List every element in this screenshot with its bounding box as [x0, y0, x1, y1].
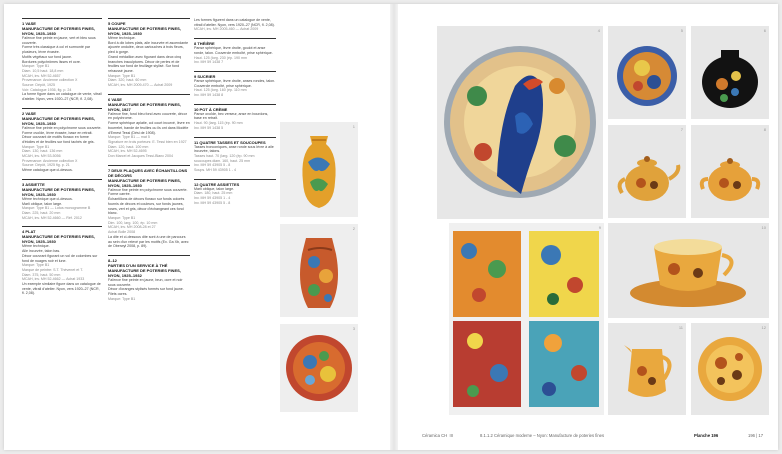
text-column-3	[194, 18, 276, 212]
entry-description: Panse sphérique, lèvre droite, goulot et anse ronde, talon. Couvercle emboîté, prise sphérique.	[194, 46, 273, 55]
plate-image-2	[280, 224, 358, 317]
sample-tiles-9-illustration	[449, 223, 604, 415]
entry-title: 4 PLAT MANUFACTURE DE POTERIES FINES, NYON, 1925–1930	[22, 229, 95, 245]
entry-description: Panse sphérique, lèvre droite, anses rondes, talon. Couvercle emboîté, prise sphérique.	[194, 78, 276, 88]
catalogue-entry	[194, 71, 276, 98]
entry-description: Faïence fine peinte en polychrome sous couverte. Forme carrée. Échantillons de décors floraux sur fonds colorés fournis de décors et couleurs, sur fonds jaunes, roses, vert et gris, décor d'échangeant ces fond blanc.	[108, 187, 188, 216]
entry-title: 11 QUATRE TASSES ET SOUCOUPES	[194, 139, 266, 145]
plate-3-illustration	[280, 324, 358, 412]
entry-metadata: MCAH, inv. MH 2005-460 — Achat 2009	[194, 27, 259, 32]
entry-note: La forme figure dans un catalogue de vente, vitrail d'atelier. Nyon, vers 1920–27 (NCR, fl. 2,08).	[22, 92, 102, 102]
entry-title: 2 VASE MANUFACTURE DE POTERIES FINES, NYON, 1925–1930	[22, 110, 95, 126]
cup-saucer-10-illustration	[608, 223, 769, 318]
entry-title: 3 ASSIETTE MANUFACTURE DE POTERIES FINES, NYON, 1925–1930	[22, 181, 95, 197]
vase-2-illustration	[280, 224, 358, 317]
entry-description: Les formes figurent dans un catalogue de vente, vitrail d'atelier. Nyon, vers 1920–27 (NCR, fl. 2,08).	[194, 18, 275, 27]
entry-metadata: Marque: Type B1 — Lotus monogramme B Diam. 225, haut. 20 mm MCAH, inv. MH 52-4660 — Réf. 2012	[22, 206, 91, 220]
black-vase-6-illustration	[691, 26, 769, 119]
creamer-11-illustration	[608, 323, 686, 415]
entry-title: 6 VASE MANUFACTURE DE POTERIES FINES, NYON, 1927	[108, 96, 181, 112]
entry-description: Faïence fine peinte en polychrome sous couverte. Forme ovoïde, lèvre évasée, base en retrait. Décor couvrant de motifs floraux en forme d'étoiles et de feuilles sur fond tachés de gris.	[22, 125, 102, 144]
entry-metadata: Marque: Type B1 — mat 5 Signature en trois porteurs: E. Tessi bien en 1927 Diam. 120, haut. 100 mm MCAH, inv. MH 52-4695 Don Marcel et Jacques Tessi-Blanc 2004	[108, 135, 187, 159]
entry-description: Même technique que ci-dessus. Marli oblique, talon large.	[22, 196, 73, 206]
catalogue-entry	[22, 18, 102, 102]
plate-image-3	[280, 324, 358, 412]
entry-description: Faïence fine, fond bleu fond avec couverte, décor en polychrome. Forme sphérique aplatie, col court incurvé, lèvre en bourrelet, bande de feuilles ou ils ont dans Modèle d'Ernest Tessi (Dési de 1908).	[108, 111, 190, 135]
plate-number: 9	[598, 225, 601, 230]
entry-metadata: Haut. 125 (lorg. 230 (ép. 190 mm Inv. MH 59 1438 7	[194, 55, 247, 65]
plate-image-5	[608, 26, 686, 119]
footer-running-title: 8.1.1.2 Céramique moderne – Nyon: Manufacture de poteries fines	[480, 433, 605, 438]
footer-book-num: III	[449, 433, 453, 438]
entry-title: 9 SUCRIER	[194, 73, 216, 79]
entry-metadata: Tasses haut. 70 (larg. 120 (ép. 90 mm soucoupes diam. 160, haut. 25 mm Inv. MH 59 43905 5 - 8 Soups. MH 59 43905 1 - 4	[194, 153, 255, 173]
entry-title: 1 VASE MANUFACTURE DE POTERIES FINES, NYON, 1925–1930	[22, 21, 95, 36]
catalogue-entry	[194, 179, 276, 206]
plate-image-8	[691, 125, 769, 218]
entry-metadata: Marque: Type B1 Diam. 10,5 haut. 18,8 mm MCAH, inv. MH 52-4657 Provenance: Ancienne collection X Source: Dépôt, 1925 Voir: Catalogue 1936, fig. p. 24	[22, 64, 78, 92]
plate-image-12	[691, 323, 769, 415]
plate-image-1	[280, 122, 358, 217]
plate-number: 8	[763, 127, 766, 132]
entry-description: Même technique. Bord à dix lobes plats, aile incurvée et ascendante ajourée ondulée, deux cartouches à trois fleurs, pied à gorge. Grand médaillon avec figurant dans deux cinq branches insculptures. Décor de perles et de feuilles sur fond de feuillage stylisé. Sur fond rehaussé jaune.	[108, 36, 189, 73]
text-column-1	[22, 18, 102, 302]
parrot-plate-illustration	[437, 26, 603, 219]
footer-planche	[694, 433, 718, 438]
catalogue-entry	[194, 38, 276, 65]
plate-number: 6	[763, 28, 766, 33]
entry-metadata: Diam. 180, haut. 25 mm Inv. MH 59 43905 1 - 4 Inv. MH 59 43905 5 - 8	[194, 191, 233, 205]
catalogue-entry	[22, 179, 102, 221]
catalogue-entry	[194, 18, 276, 32]
plate-number: 7	[680, 127, 683, 132]
entry-title: 10 POT À CRÈME	[194, 106, 228, 112]
catalogue-entry	[22, 226, 102, 296]
entry-metadata: Marque: Type B1 Dim. 100, larg. 100, ép. 10 mm MCAH, inv. MH 2008-28 et 27 Achat Bolle 2008	[108, 215, 158, 235]
plate-image-9	[449, 223, 604, 415]
entry-title: 8 THÉIÈRE	[194, 41, 215, 47]
catalogue-entry	[194, 104, 276, 131]
plate-number: 4	[597, 28, 600, 33]
text-column-2	[108, 18, 190, 307]
entry-note: Même catalogue que ci-dessus.	[22, 168, 73, 173]
entry-title: 8–12 PARTIES D'UN SERVICE À THÉ MANUFACTURE DE POTERIES FINES, NYON, 1925–1932	[108, 257, 181, 278]
catalogue-entry	[194, 137, 276, 173]
teapot-7-illustration	[608, 125, 686, 218]
vase-1-illustration	[280, 122, 358, 217]
plate-image-10	[608, 223, 769, 318]
plate-number: 5	[680, 28, 683, 33]
entry-title: 7 DEUX PLAQUES AVEC ÉCHANTILLONS DE DÉCORS MANUFACTURE DE POTERIES FINES, NYON, 1925–1930	[108, 167, 188, 188]
plate-number: 12	[761, 325, 766, 330]
footer-page-numbers: 196 | 17	[748, 433, 764, 438]
plate-number: 1	[352, 124, 355, 129]
entry-metadata: Haut. 90 (larg. 115 (ép. 90 mm Inv. MH 59 1438 5	[194, 121, 243, 130]
catalogue-entry	[108, 94, 190, 159]
entry-description: Panse ovoïde, bec verseur, anse en bourdons, base en retrait.	[194, 111, 269, 121]
entry-metadata: Haut. 125 (lorg. 160 (ép. 110 mm Inv. MH 59 1438 8	[194, 88, 247, 98]
catalogue-entry	[22, 108, 102, 173]
catalogue-spread	[4, 4, 778, 450]
entry-note: La dite et ci-dessous dite sont à une de parcours au sein d'un relevé par les motifs (Ex. Ga Xb, avec de Oberwyl 2008, p. 89).	[108, 234, 189, 249]
entry-metadata: Marque: Type B1 Marque de peintre: S.T. Thévenet et T. Diam. 375, haut. 50 mm MCAH, inv. MH 52-4662 — Achat 1933	[22, 263, 85, 282]
plate-image-4	[437, 26, 603, 219]
plate-image-7	[608, 125, 686, 218]
footer-planche-label: Planche 196	[694, 433, 719, 438]
plate-12-illustration	[691, 323, 769, 415]
plate-image-6	[691, 26, 769, 119]
plate-number: 3	[352, 326, 355, 331]
sugar-bowl-8-illustration	[691, 125, 769, 218]
footer-book-label: Céramica CH	[422, 433, 448, 438]
entry-metadata: Marque: Type B1	[108, 296, 136, 301]
gutter	[390, 4, 398, 450]
entry-description: Tasses tronconiques, anse ronde sous lèvre à aile incurvée, talons.	[194, 144, 274, 154]
plate-number: 11	[678, 325, 683, 330]
entry-title: 5 COUPE MANUFACTURE DE POTERIES FINES, NYON, 1925–1930	[108, 21, 181, 36]
entry-note: Un exemple similaire figure dans un catalogue de vente, vitrail d'atelier. Nyon, vers 1920–27 (NCR, fl. 2,08).	[22, 282, 101, 296]
catalogue-entry	[108, 255, 190, 302]
plate-number: 10	[761, 225, 766, 230]
entry-metadata: Marque: Type B1 Diam. 320, haut. 60 mm MCAH, inv. MH 2009-470 — Achat 2009	[108, 73, 173, 88]
catalogue-entry	[108, 165, 190, 249]
entry-description: Faïence fine peinte en jaune, brun, ocre et noir sous couverte. Décor d'oranges stylisés formés sur fond jaune. Filets ocres.	[108, 277, 184, 297]
entry-description: Faïence fine peinte en jaune, vert et bleu sous couverte. Forme très classique à col et surmonté par plusieurs, lèvre évasée. Motifs végétaux sur fond jaune. Bordures polychrômes lisses et ocre.	[22, 36, 96, 64]
entry-description: Même technique. Aile incurvée, talon bas. Décor couvrant figurant un vol de colombes sur fond de nuages noir et lune.	[22, 244, 98, 263]
entry-metadata: Marque: Type B1 Diam. 130, haut. 136 mm MCAH, inv. MH 53-5056 Provenance: Ancienne collection X Source: Dépôt, 1925 fig. p. 21	[22, 144, 78, 168]
plate-number: 2	[352, 226, 355, 231]
catalogue-entry	[108, 18, 190, 88]
plate-image-11	[608, 323, 686, 415]
entry-title: 12 QUATRE ASSIETTES	[194, 181, 240, 187]
footer-left	[422, 433, 453, 438]
entry-description: Marli oblique, talon large.	[194, 186, 235, 191]
bowl-5-illustration	[608, 26, 686, 119]
